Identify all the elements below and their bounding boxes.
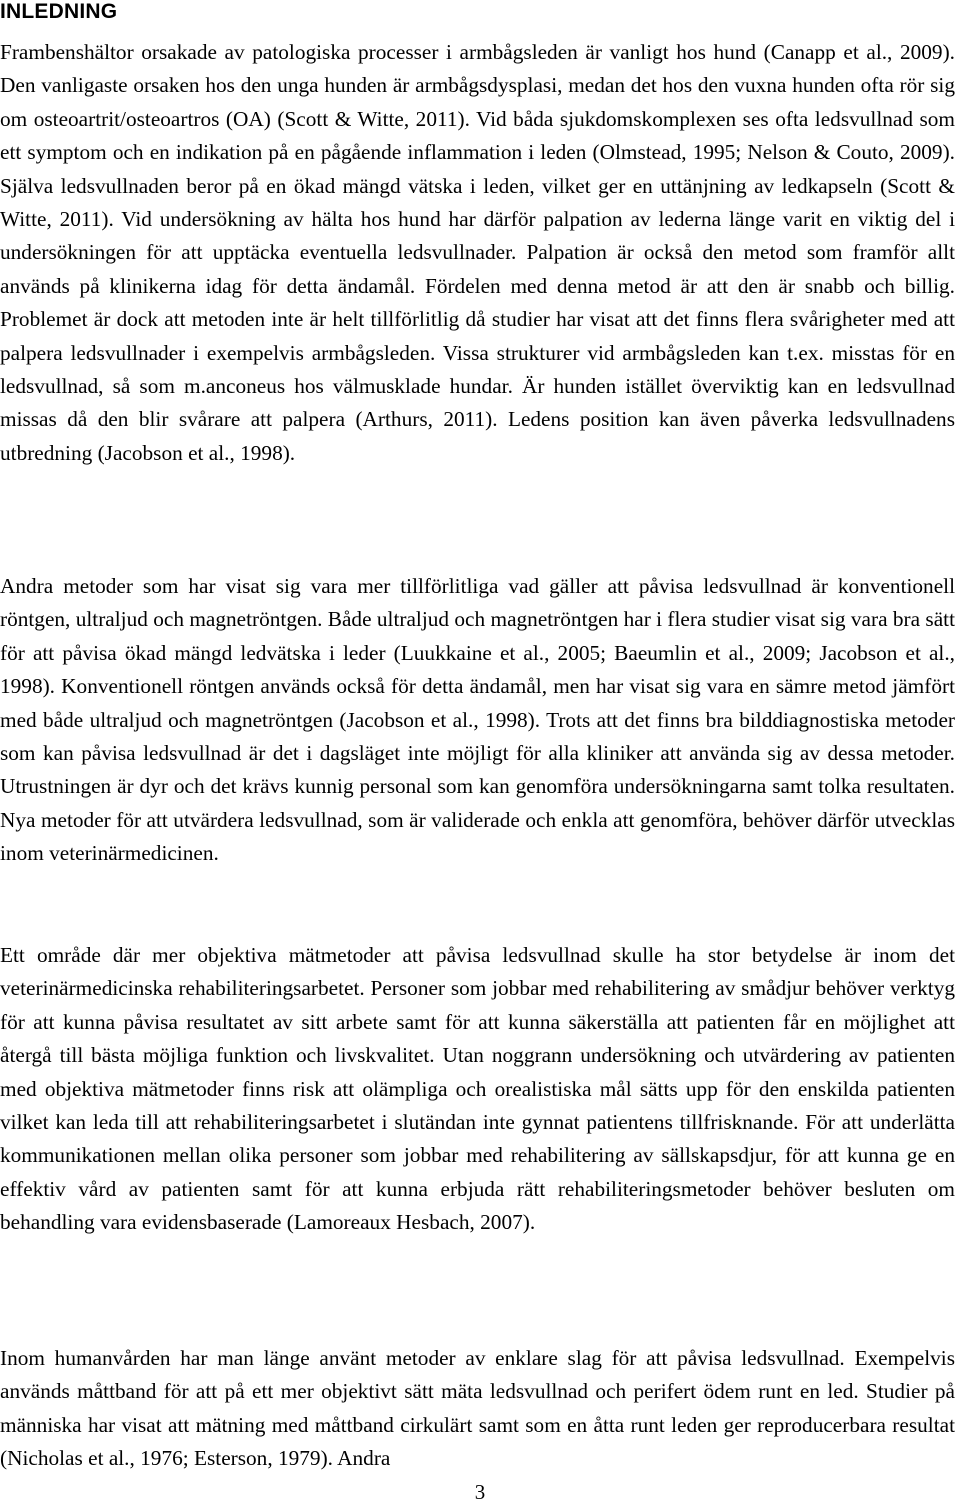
section-heading: INLEDNING [0,0,118,23]
page-number: 3 [474,1480,486,1504]
paragraph-intro: Frambenshältor orsakade av patologiska processer i armbågsleden är vanligt hos hund (Canapp et al., 2009). Den vanligaste orsaken hos den unga hunden är armbågsdysplasi, medan det hos den vuxna hunden ofta rör sig om osteoartrit/osteoartros (OA) (Scott & Witte, 2011). Vid båda sjukdomskomplexen ses ofta ledsvullnad som ett symptom och en indikation på en pågående inflammation i leden (Olmstead, 1995; Nelson & Couto, 2009). Själva ledsvullnaden beror på en ökad mängd vätska i leden, vilket ger en uttänjning av ledkapseln (Scott & Witte, 2011). Vid undersökning av hälta hos hund har därför palpation av lederna länge varit en viktig del i undersökningen för att upptäcka eventuella ledsvullnader. Palpation är också den metod som framför allt används på klinikerna idag för detta ändamål. Fördelen med denna metod är att den är snabb och billig. Problemet är dock att metoden inte är helt tillförlitlig då studier har visat att det finns flera svårigheter med att palpera ledsvullnader i exempelvis armbågsleden. Vissa strukturer vid armbågsleden kan t.ex. misstas för en ledsvullnad, så som m.anconeus hos välmusklade hundar. Är hunden istället överviktig kan en ledsvullnad missas då den blir svårare att palpera (Arthurs, 2011). Ledens position kan även påverka ledsvullnadens utbredning (Jacobson et al., 1998). [0,40,955,465]
paragraph-rehabilitation: Ett område där mer objektiva mätmetoder att påvisa ledsvullnad skulle ha stor betydelse är inom det veterinärmedicinska rehabiliteringsarbetet. Personer som jobbar med rehabilitering av smådjur behöver verktyg för att kunna påvisa resultatet av sitt arbete samt för att kunna säkerställa att patienten får en möjlighet att återgå till bästa möjliga funktion och livskvalitet. Utan noggrann undersökning och utvärdering av patienten med objektiva mätmetoder finns risk att olämpliga och orealistiska mål sätts upp för den enskilda patienten vilket kan leda till att rehabiliteringsarbetet i slutändan inte gynnat patientens tillfrisknande. För att underlätta kommunikationen mellan olika personer som jobbar med rehabilitering av sällskapsdjur, för att kunna ge en effektiv vård av patienten samt för att kunna erbjuda rätt rehabiliteringsmetoder behöver besluten om behandling vara evidensbaserade (Lamoreaux Hesbach, 2007). [0,943,955,1235]
paragraph-imaging-methods: Andra metoder som har visat sig vara mer tillförlitliga vad gäller att påvisa ledsvullnad är konventionell röntgen, ultraljud och magnetröntgen. Både ultraljud och magnetröntgen har i flera studier visat sig vara bra sätt för att påvisa ökad mängd ledvätska i leder (Luukkaine et al., 2005; Baeumlin et al., 2009; Jacobson et al., 1998). Konventionell röntgen används också för detta ändamål, men har visat sig vara en sämre metod jämfört med både ultraljud och magnetröntgen (Jacobson et al., 1998). Trots att det finns bra bilddiagnostiska metoder som kan påvisa ledsvullnad är det i dagsläget inte möjligt för alla kliniker att använda sig av dessa metoder. Utrustningen är dyr och det krävs kunnig personal som kan genomföra undersökningarna samt tolka resultaten. Nya metoder för att utvärdera ledsvullnad, som är validerade och enkla att genomföra, behöver därför utvecklas inom veterinärmedicinen. [0,574,955,866]
paragraph-human-care: Inom humanvården har man länge använt metoder av enklare slag för att påvisa ledsvullnad. Exempelvis används måttband för att på ett mer objektivt sätt mäta ledsvullnad och perifert ödem runt en led. Studier på människa har visat att mätning med måttband cirkulärt samt som en åtta runt leden ger reproducerbara resultat (Nicholas et al., 1976; Esterson, 1979). Andra [0,1346,955,1471]
